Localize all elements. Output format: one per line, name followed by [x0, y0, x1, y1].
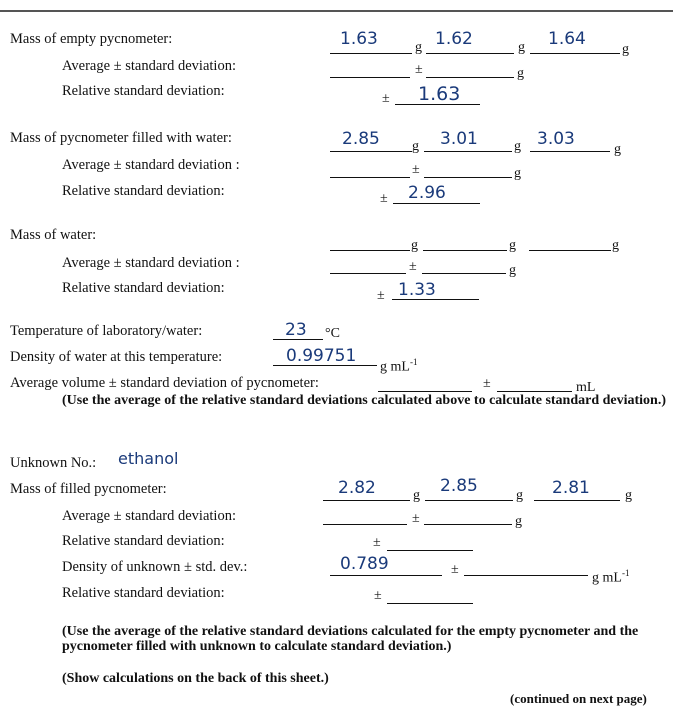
unit-g: g [515, 514, 522, 529]
unit-g: g [411, 238, 418, 253]
water-rsd-label: Relative standard deviation: [62, 280, 225, 296]
water-mass-label: Mass of water: [10, 227, 97, 243]
plus-minus: ± [377, 288, 385, 303]
unit-density: g $mL^{-1}$ [592, 568, 630, 586]
unit-g: g [509, 263, 516, 278]
water-avg-line [330, 273, 406, 274]
unit-density: g $mL^{-1}$ [380, 357, 418, 375]
footer-note: (Use the average of the relative standard deviations calculated for the empty pycnometer and the pycnometer filled with unknown to calculate standard deviation.) [62, 624, 639, 654]
empty-rsd-label: Relative standard deviation: [62, 83, 225, 99]
avg-volume-sd-line [497, 391, 572, 392]
plus-minus: ± [451, 562, 459, 577]
plus-minus: ± [412, 162, 420, 177]
unit-g: g [625, 488, 632, 503]
unknown-value[interactable]: ethanol [118, 449, 179, 468]
water-rsd-value[interactable]: 1.33 [398, 280, 436, 300]
plus-minus: ± [380, 191, 388, 206]
water-filled-rsd-value[interactable]: 2.96 [408, 183, 446, 203]
water-filled-mass-3[interactable]: 3.03 [537, 129, 575, 149]
unit-g: g [516, 488, 523, 503]
unknown-mass-3[interactable]: 2.81 [552, 478, 590, 498]
empty-mass-1[interactable]: 1.63 [340, 29, 378, 49]
water-filled-rsd-label: Relative standard deviation: [62, 183, 225, 199]
unknown-mass-3-line [534, 500, 620, 501]
water-filled-mass-3-line [530, 151, 610, 152]
plus-minus: ± [382, 91, 390, 106]
empty-mass-1-line [330, 53, 412, 54]
top-rule [0, 10, 673, 12]
water-sd-line [422, 273, 506, 274]
unknown-density-label: Density of unknown ± std. dev.: [62, 559, 248, 575]
unit-g: g [415, 40, 422, 55]
empty-sd-line [426, 77, 514, 78]
density-water-label: Density of water at this temperature: [10, 349, 223, 365]
empty-mass-2-line [426, 53, 514, 54]
temperature-label: Temperature of laboratory/water: [10, 323, 203, 339]
water-filled-mass-1[interactable]: 2.85 [342, 129, 380, 149]
plus-minus: ± [412, 511, 420, 526]
avg-volume-line [378, 391, 472, 392]
unknown-density-line [330, 575, 442, 576]
temperature-value[interactable]: 23 [285, 320, 307, 340]
plus-minus: ± [373, 535, 381, 550]
plus-minus: ± [415, 62, 423, 77]
unknown-mass-2-line [425, 500, 513, 501]
plus-minus: ± [409, 259, 417, 274]
unit-g: g [517, 66, 524, 81]
unknown-rsd2-line [387, 603, 473, 604]
empty-avg-line [330, 77, 410, 78]
unknown-rsd-label: Relative standard deviation: [62, 533, 225, 549]
empty-mass-label: Mass of empty pycnometer: [10, 31, 173, 47]
unknown-sd-line [424, 524, 512, 525]
footer-continued: (continued on next page) [510, 691, 647, 706]
unit-g: g [412, 139, 419, 154]
unknown-density-value[interactable]: 0.789 [340, 554, 389, 574]
unknown-mass-2[interactable]: 2.85 [440, 476, 478, 496]
empty-mass-2[interactable]: 1.62 [435, 29, 473, 49]
unit-g: g [518, 40, 525, 55]
unit-g: g [612, 238, 619, 253]
unit-g: g [514, 166, 521, 181]
unknown-mass-1-line [323, 500, 410, 501]
water-filled-rsd-line [393, 203, 480, 204]
water-filled-label: Mass of pycnometer filled with water: [10, 130, 232, 146]
plus-minus: ± [374, 588, 382, 603]
avg-volume-note: (Use the average of the relative standard deviations calculated above to calculate standard deviation.) [62, 393, 667, 408]
plus-minus: ± [483, 376, 491, 391]
avg-volume-label: Average volume ± standard deviation of pycnometer: [10, 375, 319, 391]
unknown-density-sd-line [464, 575, 588, 576]
unit-ml: mL [576, 380, 596, 395]
water-filled-sd-line [424, 177, 512, 178]
unit-g: g [614, 142, 621, 157]
unknown-avg-line [323, 524, 407, 525]
empty-mass-3-line [530, 53, 620, 54]
water-filled-mass-1-line [330, 151, 412, 152]
empty-mass-3[interactable]: 1.64 [548, 29, 586, 49]
unknown-mass-label: Mass of filled pycnometer: [10, 481, 167, 497]
water-mass-3-line [529, 250, 611, 251]
unit-g: g [622, 42, 629, 57]
water-avg-label: Average ± standard deviation : [62, 255, 240, 271]
empty-avg-label: Average ± standard deviation: [62, 58, 236, 74]
water-filled-avg-line [330, 177, 410, 178]
unit-g: g [509, 238, 516, 253]
empty-rsd-value[interactable]: 1.63 [418, 83, 461, 105]
unknown-rsd2-label: Relative standard deviation: [62, 585, 225, 601]
unit-g: g [514, 139, 521, 154]
density-water-value[interactable]: 0.99751 [286, 346, 357, 366]
water-filled-mass-2-line [424, 151, 512, 152]
water-mass-2-line [423, 250, 507, 251]
unit-g: g [413, 488, 420, 503]
footer-show-calculations: (Show calculations on the back of this sheet.) [62, 671, 329, 686]
unknown-rsd-line [387, 550, 473, 551]
water-filled-mass-2[interactable]: 3.01 [440, 129, 478, 149]
unit-celsius: °C [325, 326, 340, 341]
unknown-label: Unknown No.: [10, 455, 97, 471]
water-filled-avg-label: Average ± standard deviation : [62, 157, 240, 173]
unknown-avg-label: Average ± standard deviation: [62, 508, 236, 524]
unknown-mass-1[interactable]: 2.82 [338, 478, 376, 498]
water-mass-1-line [330, 250, 410, 251]
